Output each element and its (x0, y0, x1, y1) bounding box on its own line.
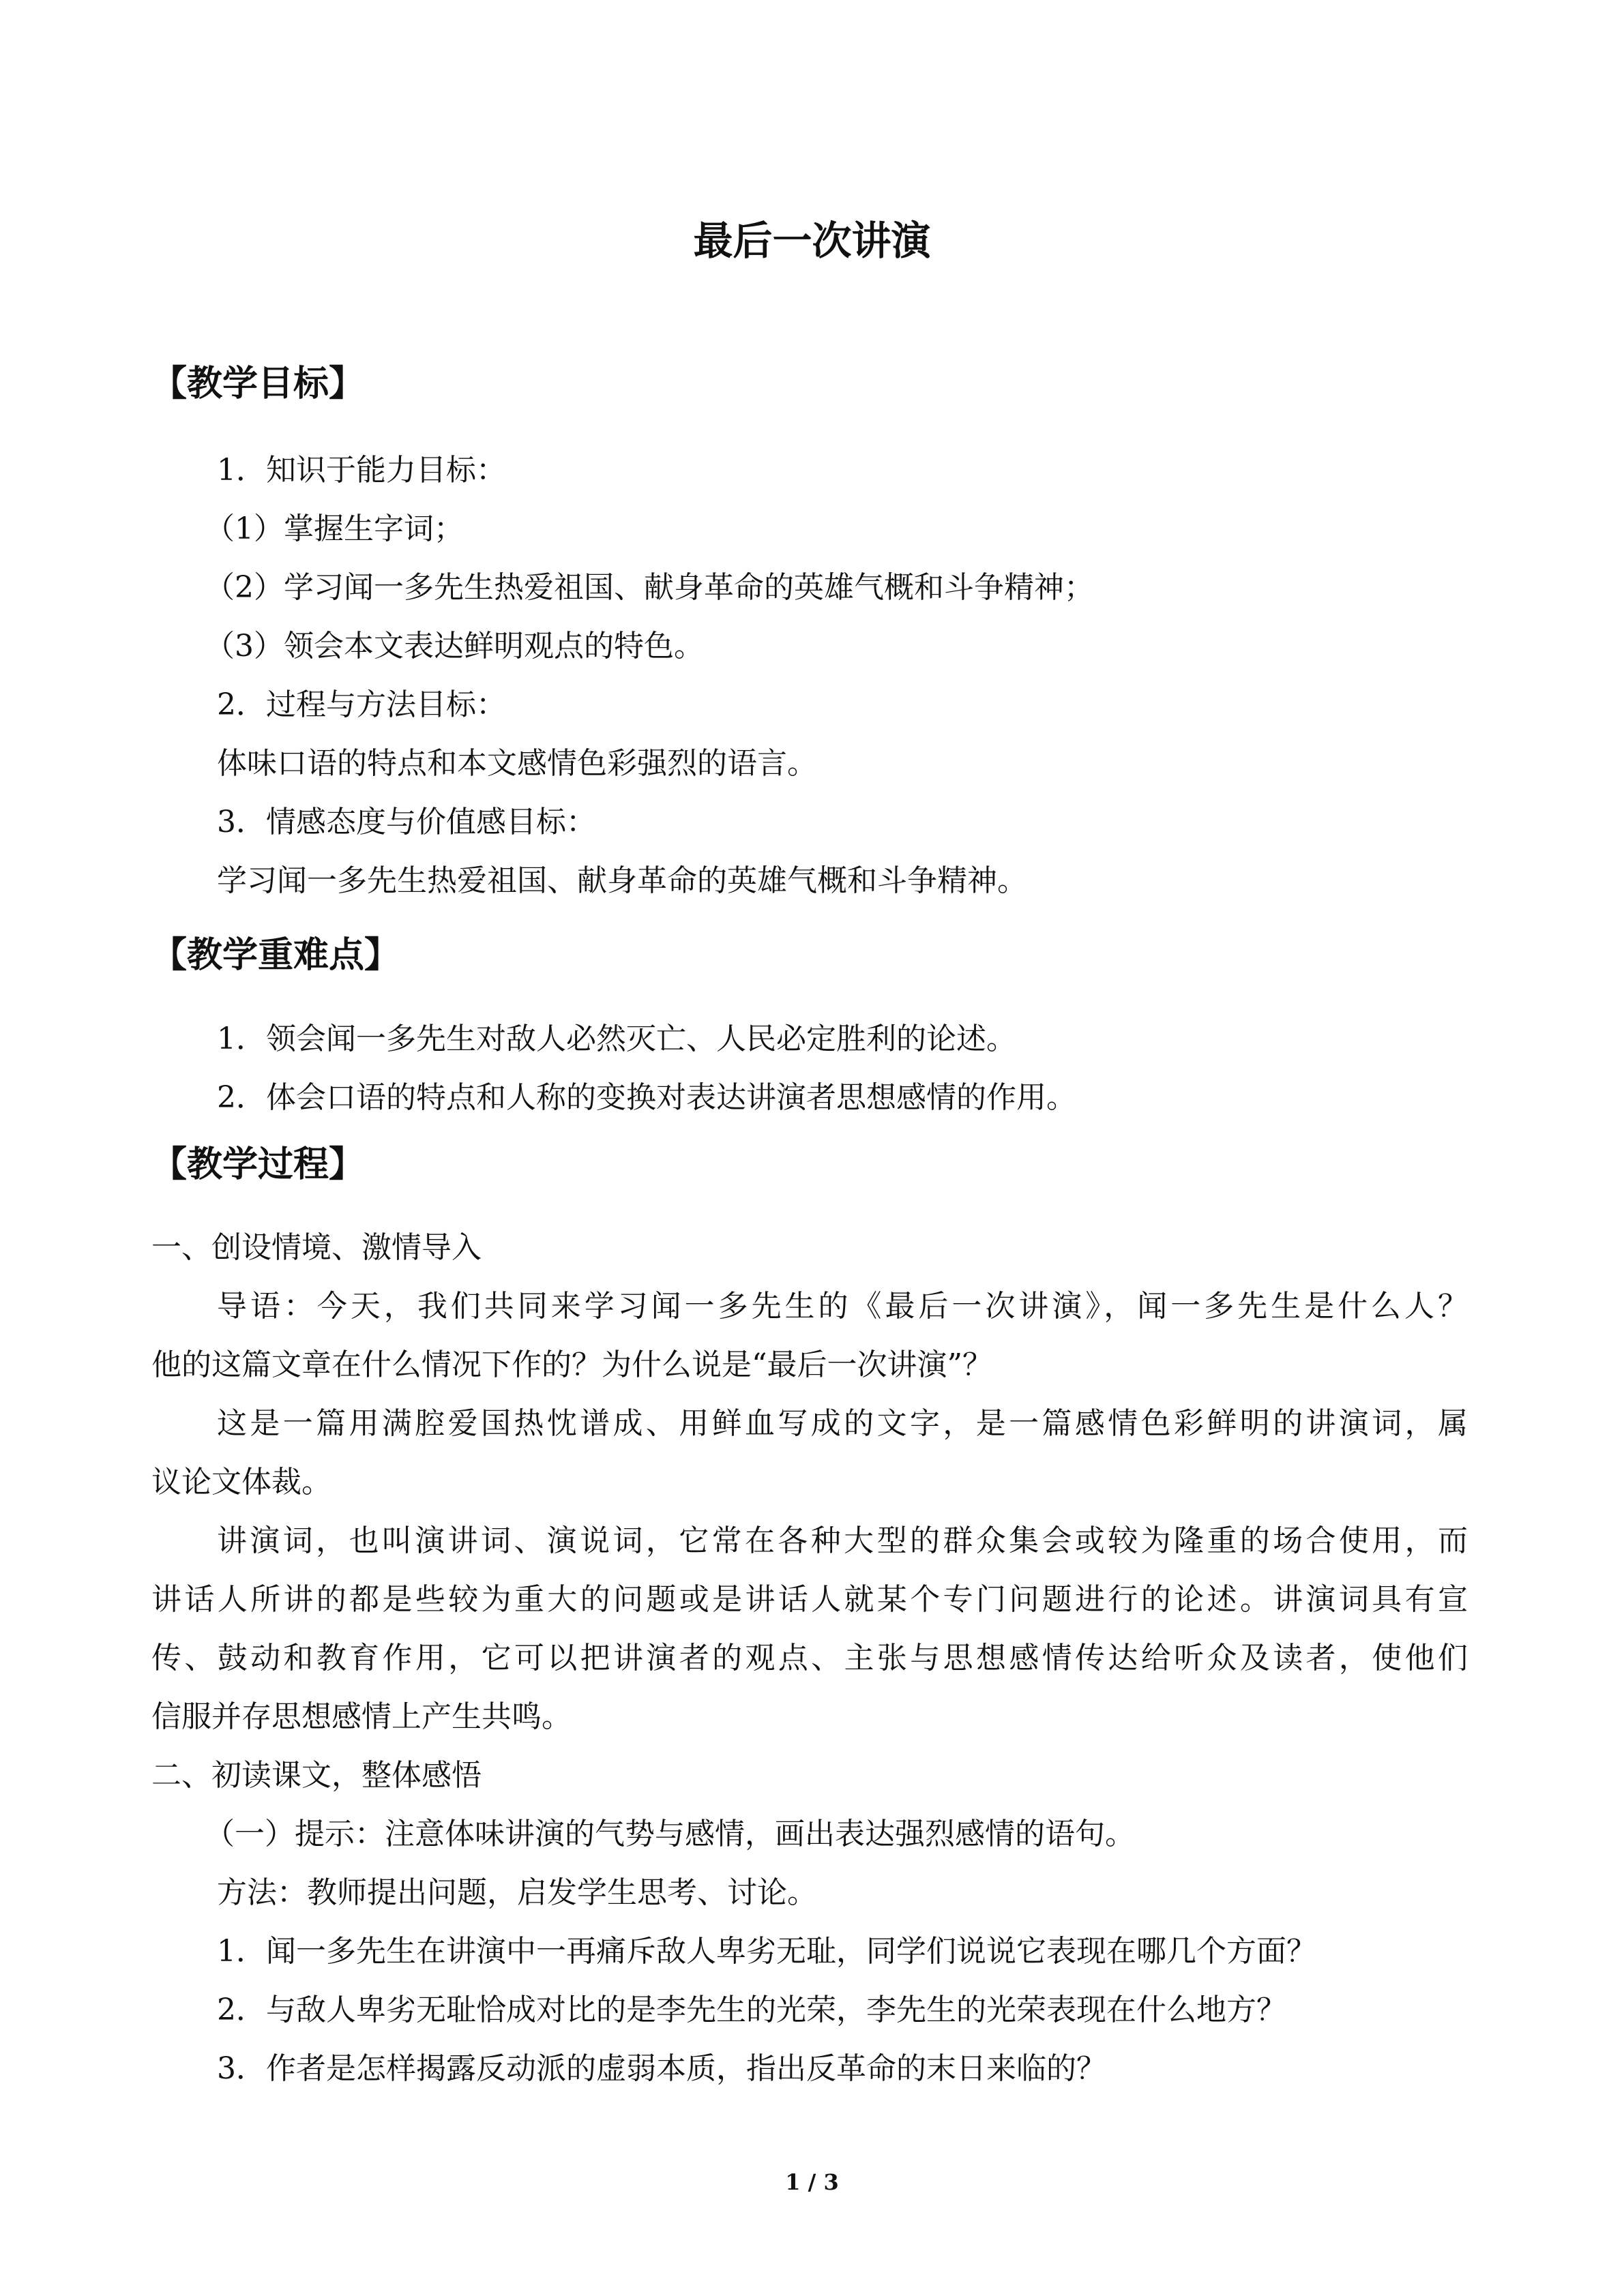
section-heading-process: 【教学过程】 (151, 1144, 365, 1185)
objective-item: 学习闻一多先生热爱祖国、献身革命的英雄气概和斗争精神。 (217, 863, 1027, 898)
paragraph-line: 导语：今天，我们共同来学习闻一多先生的《最后一次讲演》，闻一多先生是什么人？ (217, 1289, 1468, 1324)
objective-item: 1．知识于能力目标： (217, 453, 506, 488)
question-item: 1．闻一多先生在讲演中一再痛斥敌人卑劣无耻，同学们说说它表现在哪几个方面？ (217, 1934, 1316, 1969)
page-title: 最后一次讲演 (693, 218, 931, 264)
paragraph-line: 议论文体裁。 (151, 1465, 331, 1500)
page-number: 1 / 3 (785, 2169, 839, 2195)
paragraph-line: 他的这篇文章在什么情况下作的？为什么说是“最后一次讲演”？ (151, 1347, 992, 1382)
objective-item: （2）学习闻一多先生热爱祖国、献身革命的英雄气概和斗争精神； (205, 570, 1094, 605)
objective-item: 3．情感态度与价值感目标： (217, 805, 596, 839)
objective-item: 2．过程与方法目标： (217, 687, 506, 722)
question-item: 2．与敌人卑劣无耻恰成对比的是李先生的光荣，李先生的光荣表现在什么地方？ (217, 1993, 1286, 2027)
section-heading-objectives: 【教学目标】 (151, 363, 365, 404)
paragraph-line: 这是一篇用满腔爱国热忱谱成、用鲜血写成的文字，是一篇感情色彩鲜明的讲演词，属 (217, 1406, 1468, 1441)
objective-item: （1）掌握生字词； (205, 511, 464, 546)
question-item: 3．作者是怎样揭露反动派的虚弱本质，指出反革命的末日来临的？ (217, 2051, 1106, 2086)
process-part-title: 一、创设情境、激情导入 (151, 1230, 482, 1265)
method-line: 方法：教师提出问题，启发学生思考、讨论。 (217, 1875, 817, 1910)
key-point-item: 2．体会口语的特点和人称的变换对表达讲演者思想感情的作用。 (217, 1080, 1076, 1115)
key-point-item: 1．领会闻一多先生对敌人必然灭亡、人民必定胜利的论述。 (217, 1022, 1016, 1056)
section-heading-key-points: 【教学重难点】 (151, 935, 400, 976)
paragraph-line: 信服并存思想感情上产生共鸣。 (151, 1699, 572, 1734)
objective-item: （3）领会本文表达鲜明观点的特色。 (205, 629, 704, 664)
process-part-title: 二、初读课文，整体感悟 (151, 1758, 482, 1793)
objective-item: 体味口语的特点和本文感情色彩强烈的语言。 (217, 746, 817, 781)
paragraph-line: 讲话人所讲的都是些较为重大的问题或是讲话人就某个专门问题进行的论述。讲演词具有宣 (151, 1582, 1468, 1617)
paragraph-line: 传、鼓动和教育作用，它可以把讲演者的观点、主张与思想感情传达给听众及读者，使他们 (151, 1641, 1468, 1675)
hint-line: （一）提示：注意体味讲演的气势与感情，画出表达强烈感情的语句。 (205, 1817, 1135, 1851)
paragraph-line: 讲演词，也叫演讲词、演说词，它常在各种大型的群众集会或较为隆重的场合使用，而 (217, 1523, 1468, 1558)
